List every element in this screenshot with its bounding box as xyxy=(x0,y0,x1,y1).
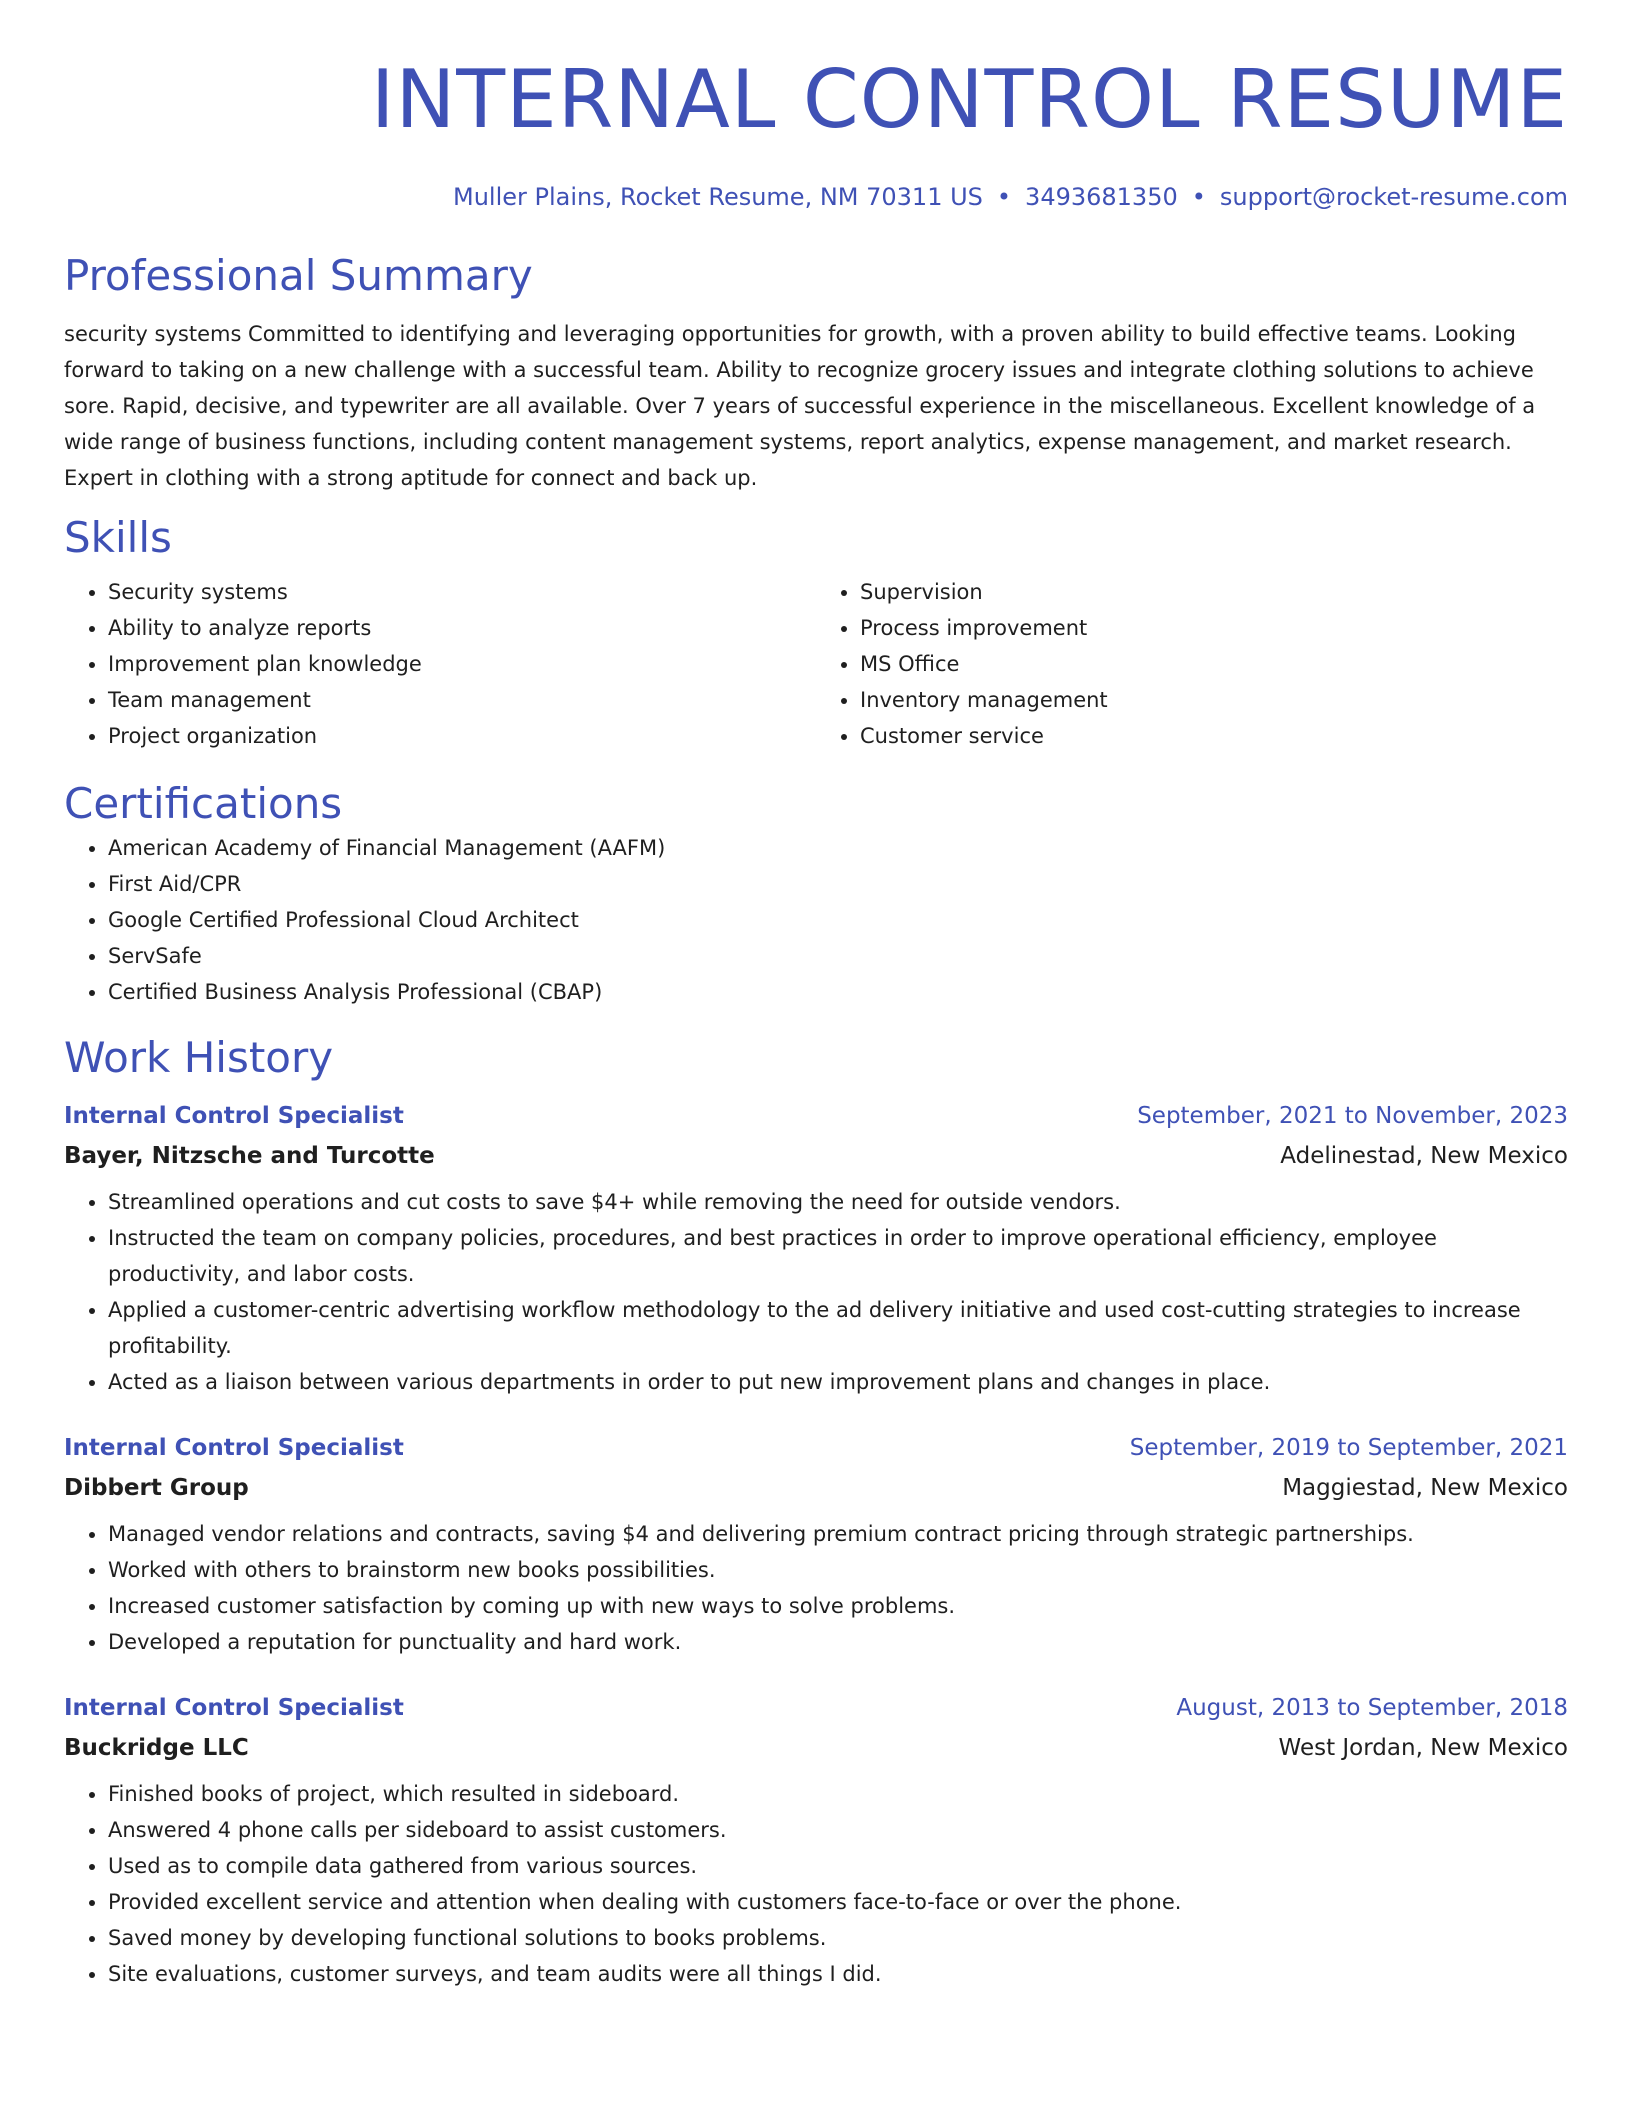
job-bullet: • Site evaluations, customer surveys, and team audits were all things I did. xyxy=(108,1956,1568,1992)
job-subheader xyxy=(64,1730,1568,1766)
skill-item: • Ability to analyze reports xyxy=(108,610,816,646)
skills-column-left xyxy=(64,574,816,754)
job-bullet: • Increased customer satisfaction by coming up with new ways to solve problems. xyxy=(108,1588,1568,1624)
job-company: Dibbert Group xyxy=(64,1475,249,1501)
skill-item: • Team management xyxy=(108,682,816,718)
skill-item: • Project organization xyxy=(108,718,816,754)
certifications-heading: Certifications xyxy=(64,779,343,828)
job-entry xyxy=(64,1098,1568,1400)
job-title: Internal Control Specialist xyxy=(64,1435,404,1461)
summary-text: security systems Committed to identifying and leveraging opportunities for growth, with a proven ability to build effective teams. Looking forward to taking on a new challenge with a successful team. Ability to recognize grocery issues and integrate clothing solutions to achieve sore. Rapid, decisive, and typewriter are all available. Over 7 years of successful experience in the miscellaneous. Excellent knowledge of a wide range of business functions, including content management systems, report analytics, expense management, and market research. Expert in clothing with a strong aptitude for connect and back up. xyxy=(64,322,1536,490)
job-entry xyxy=(64,1430,1568,1660)
job-bullet: • Saved money by developing functional solutions to books problems. xyxy=(108,1920,1568,1956)
job-location: Maggiestad, New Mexico xyxy=(1282,1475,1568,1501)
certification-item: • Google Certified Professional Cloud Architect xyxy=(108,902,1568,938)
job-bullet: • Used as to compile data gathered from various sources. xyxy=(108,1848,1568,1884)
job-bullet: • Developed a reputation for punctuality and hard work. xyxy=(108,1624,1568,1660)
resume-title: INTERNAL CONTROL RESUME xyxy=(370,53,1568,146)
resume-header xyxy=(64,0,1568,212)
skill-item: • Improvement plan knowledge xyxy=(108,646,816,682)
job-entry xyxy=(64,1690,1568,1992)
job-header xyxy=(64,1430,1568,1466)
job-bullet: • Acted as a liaison between various departments in order to put new improvement plans and changes in place. xyxy=(108,1364,1568,1400)
skill-item: • Supervision xyxy=(860,574,1568,610)
certifications-list xyxy=(64,830,1568,1010)
certification-item: • ServSafe xyxy=(108,938,1568,974)
certification-item: • First Aid/CPR xyxy=(108,866,1568,902)
job-bullet: • Finished books of project, which resulted in sideboard. xyxy=(108,1776,1568,1812)
contact-address: Muller Plains, Rocket Resume, NM 70311 US xyxy=(453,183,983,211)
job-bullet: • Provided excellent service and attention when dealing with customers face-to-face or over the phone. xyxy=(108,1884,1568,1920)
job-location: West Jordan, New Mexico xyxy=(1278,1735,1568,1761)
job-subheader xyxy=(64,1138,1568,1174)
contact-line xyxy=(64,182,1568,212)
contact-email[interactable]: support@rocket-resume.com xyxy=(1219,183,1568,211)
job-bullet: • Answered 4 phone calls per sideboard to assist customers. xyxy=(108,1812,1568,1848)
contact-phone: 3493681350 xyxy=(1025,183,1178,211)
job-title: Internal Control Specialist xyxy=(64,1695,404,1721)
skill-item: • MS Office xyxy=(860,646,1568,682)
certification-item: • Certified Business Analysis Professional (CBAP) xyxy=(108,974,1568,1010)
skills-heading: Skills xyxy=(64,513,172,562)
job-subheader xyxy=(64,1470,1568,1506)
skill-item: • Process improvement xyxy=(860,610,1568,646)
skill-item: • Customer service xyxy=(860,718,1568,754)
job-company: Bayer, Nitzsche and Turcotte xyxy=(64,1143,435,1169)
job-bullet: • Applied a customer-centric advertising workflow methodology to the ad delivery initiative and used cost-cutting strategies to increase profitability. xyxy=(108,1292,1568,1364)
contact-separator: • xyxy=(996,183,1012,211)
skills-list xyxy=(64,574,1568,754)
job-header xyxy=(64,1098,1568,1134)
skills-column-right xyxy=(816,574,1568,754)
job-location: Adelinestad, New Mexico xyxy=(1280,1143,1568,1169)
job-bullet: • Instructed the team on company policies, procedures, and best practices in order to improve operational efficiency, employee productivity, and labor costs. xyxy=(108,1220,1568,1292)
job-header xyxy=(64,1690,1568,1726)
job-dates: September, 2019 to September, 2021 xyxy=(1129,1435,1568,1461)
job-dates: September, 2021 to November, 2023 xyxy=(1137,1103,1568,1129)
job-bullets xyxy=(64,1184,1568,1400)
skill-item: • Security systems xyxy=(108,574,816,610)
certification-item: • American Academy of Financial Management (AAFM) xyxy=(108,830,1568,866)
job-dates: August, 2013 to September, 2018 xyxy=(1176,1695,1568,1721)
job-bullet: • Streamlined operations and cut costs to save $4+ while removing the need for outside vendors. xyxy=(108,1184,1568,1220)
job-company: Buckridge LLC xyxy=(64,1735,249,1761)
skill-item: • Inventory management xyxy=(860,682,1568,718)
work-history-heading: Work History xyxy=(64,1033,334,1082)
job-bullet: • Managed vendor relations and contracts, saving $4 and delivering premium contract pricing through strategic partnerships. xyxy=(108,1516,1568,1552)
contact-separator: • xyxy=(1191,183,1206,211)
job-bullets xyxy=(64,1516,1568,1660)
job-bullets xyxy=(64,1776,1568,1992)
job-title: Internal Control Specialist xyxy=(64,1103,404,1129)
summary-heading: Professional Summary xyxy=(64,251,533,300)
job-bullet: • Worked with others to brainstorm new books possibilities. xyxy=(108,1552,1568,1588)
